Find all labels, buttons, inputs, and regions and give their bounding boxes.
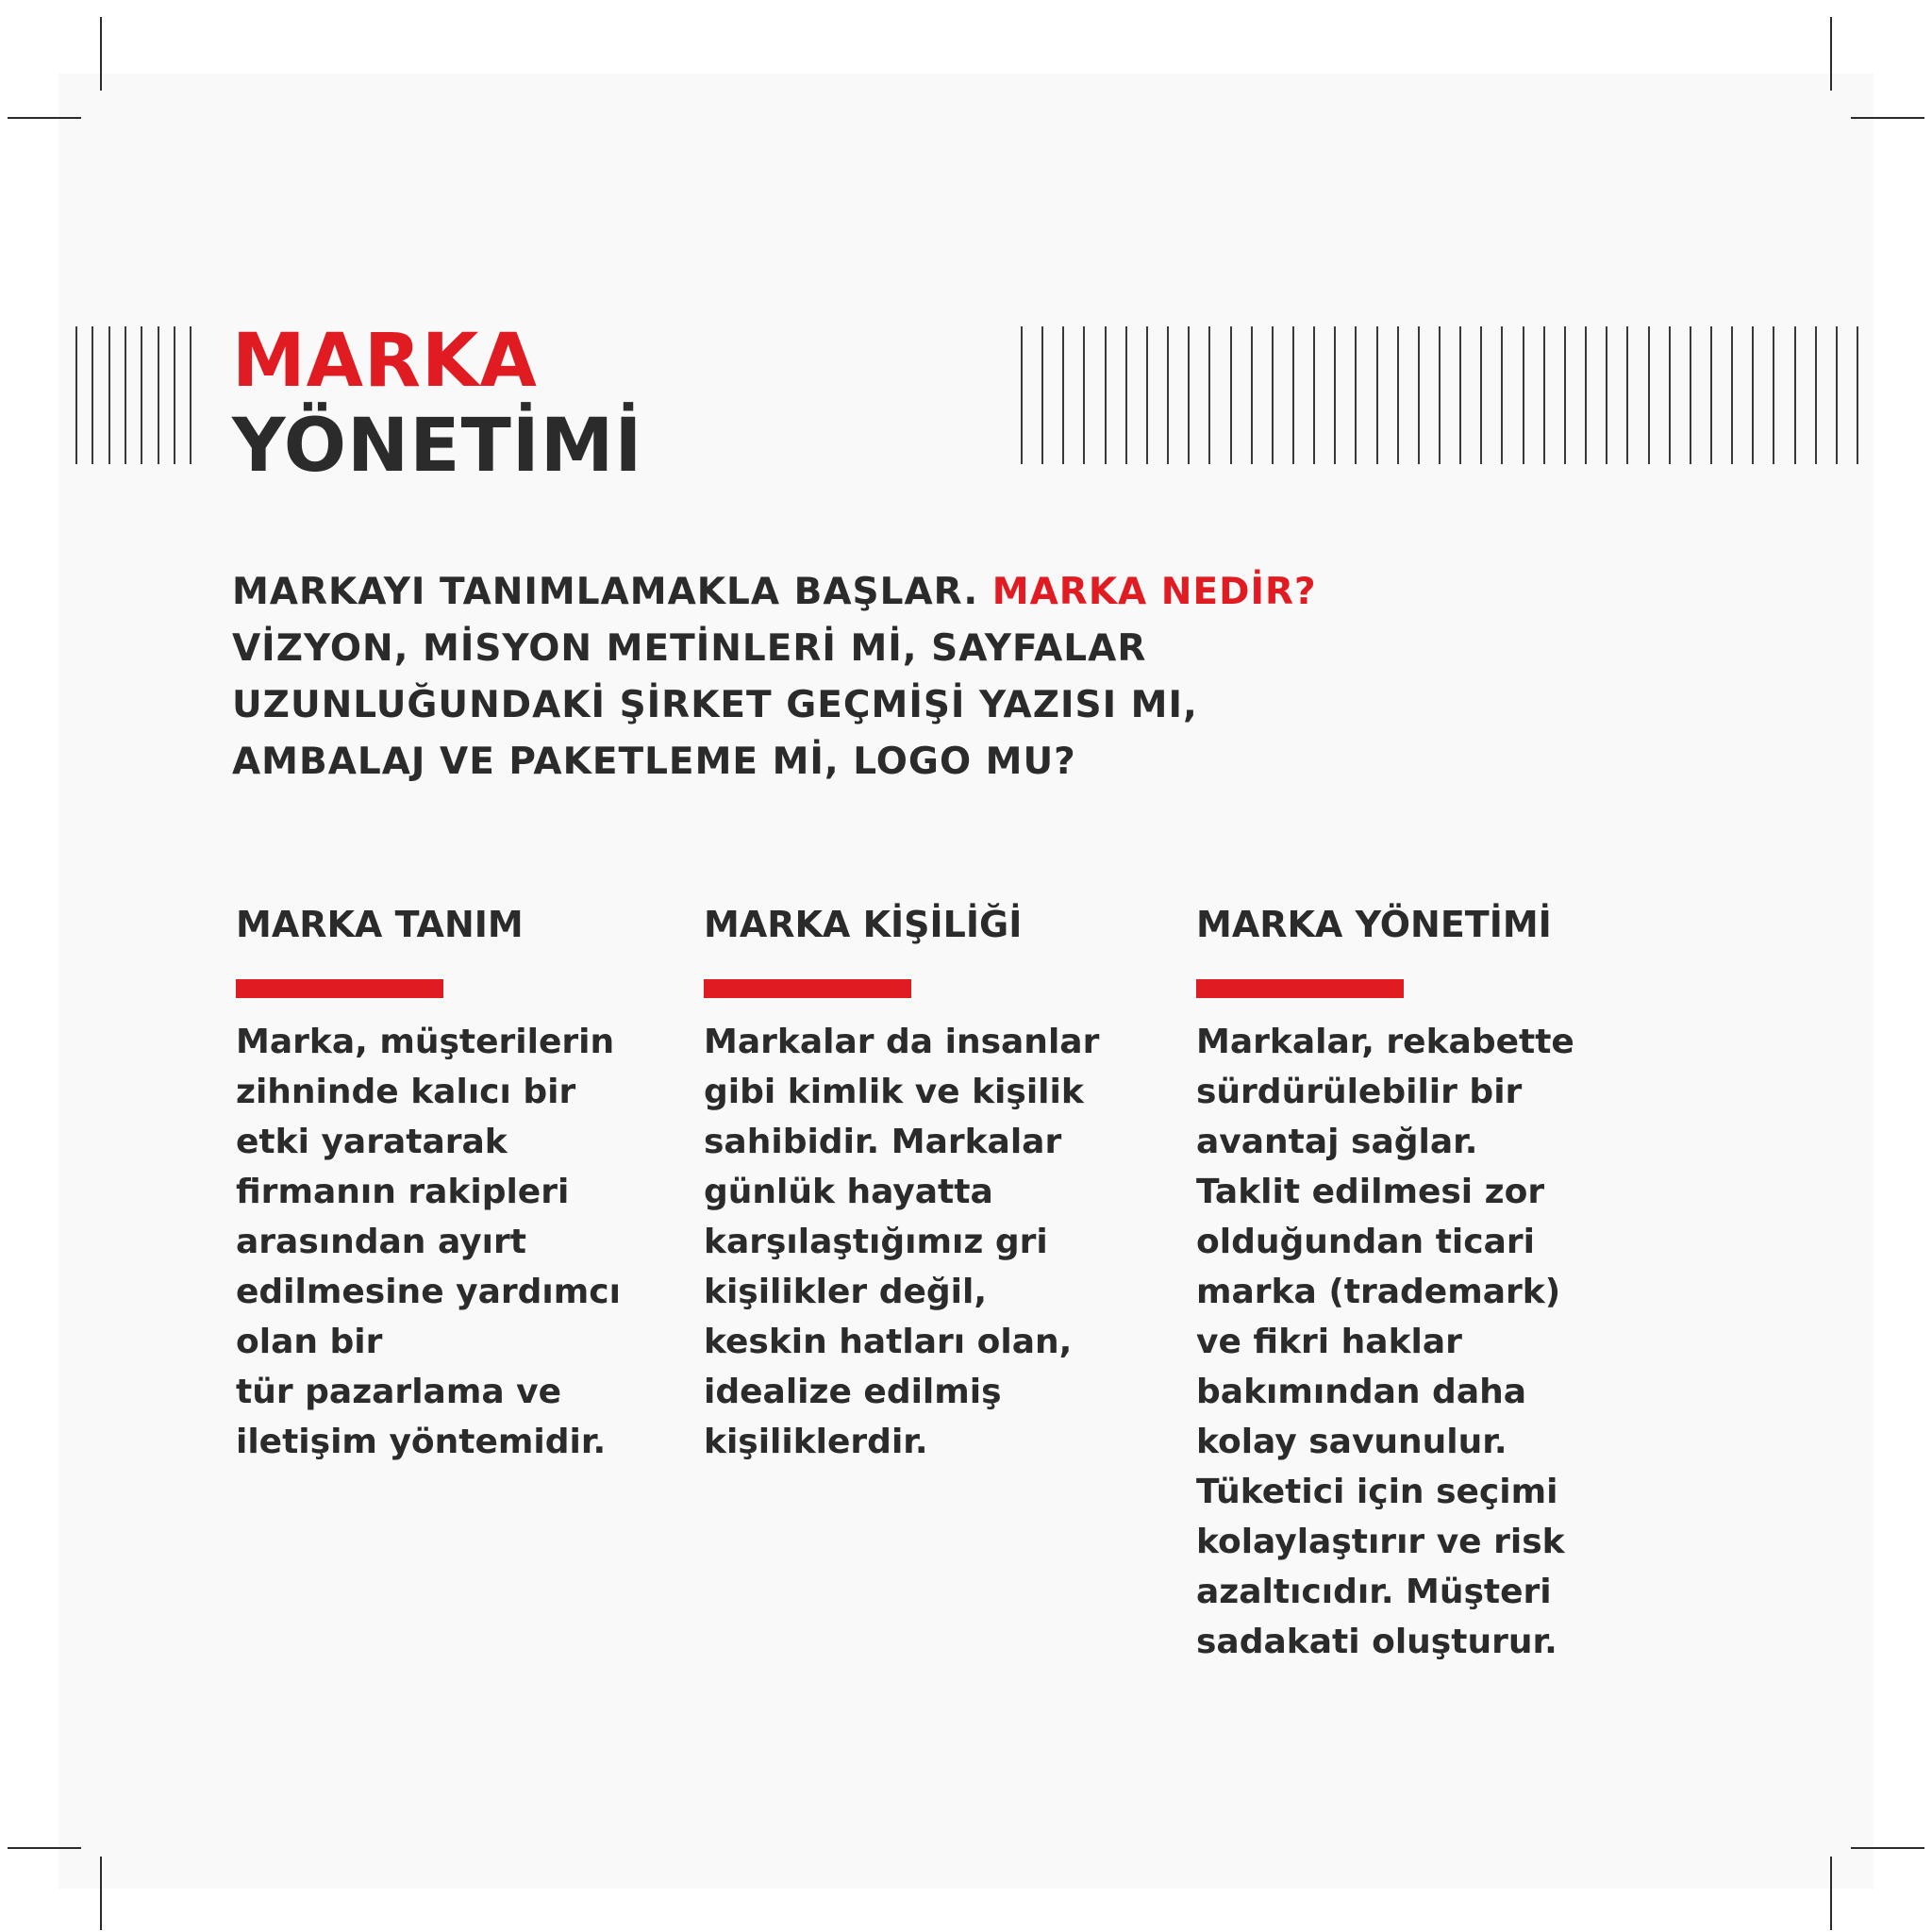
- stripe-line: [92, 326, 93, 464]
- crop-mark-top-right-h: [1851, 117, 1924, 119]
- stripe-line: [1857, 326, 1858, 464]
- column-heading: MARKA KİŞİLİĞİ: [704, 904, 1023, 945]
- stripe-line: [1167, 326, 1169, 464]
- stripe-line: [1021, 326, 1023, 464]
- red-underline-bar: [704, 979, 911, 998]
- title-line-2: YÖNETİMİ: [232, 404, 643, 489]
- stripe-line: [174, 326, 175, 464]
- stripe-line: [1397, 326, 1399, 464]
- stripe-line: [158, 326, 159, 464]
- title-line-1: MARKA: [232, 319, 538, 404]
- stripe-line: [1292, 326, 1294, 464]
- stripe-line: [1208, 326, 1210, 464]
- column-heading: MARKA TANIM: [236, 904, 524, 945]
- page-title: [232, 319, 642, 489]
- stripe-line: [1543, 326, 1545, 464]
- crop-mark-bottom-left-v: [100, 1857, 102, 1930]
- crop-mark-bottom-left-h: [8, 1847, 81, 1849]
- stripe-line: [1272, 326, 1274, 464]
- stripe-line: [1752, 326, 1754, 464]
- stripe-line: [1669, 326, 1671, 464]
- stripe-line: [1564, 326, 1566, 464]
- stripe-line: [1188, 326, 1190, 464]
- intro-highlight: MARKA NEDİR?: [991, 571, 1317, 613]
- stripe-line: [1480, 326, 1482, 464]
- column-marka-tanim: [236, 902, 651, 1467]
- column-body: Markalar, rekabette sürdürülebilir bir avantaj sağlar. Taklit edilmesi zor olduğundan ticari marka (trademark) ve fikri haklar bakımından daha kolay savunulur. Tüketici için seçimi kolaylaştırır ve risk azaltıcıdır. Müşteri sadakati oluşturur.: [1196, 1023, 1574, 1661]
- crop-mark-top-left-v: [100, 17, 102, 91]
- intro-line-4: AMBALAJ VE PAKETLEME Mİ, LOGO MU?: [232, 741, 1076, 783]
- column-body: Markalar da insanlar gibi kimlik ve kişilik sahibidir. Markalar günlük hayatta karşılaştığımız gri kişilikler değil, keskin hatları olan, idealize edilmiş kişiliklerdir.: [704, 1023, 1100, 1461]
- stripe-line: [1690, 326, 1691, 464]
- stripe-line: [1648, 326, 1650, 464]
- stripe-line: [1125, 326, 1127, 464]
- stripe-line: [1041, 326, 1043, 464]
- stripe-line: [1439, 326, 1441, 464]
- red-underline-bar: [1196, 979, 1404, 998]
- stripe-line: [1105, 326, 1107, 464]
- crop-mark-top-left-h: [8, 117, 81, 119]
- stripe-line: [1731, 326, 1733, 464]
- stripe-line: [1459, 326, 1461, 464]
- column-marka-yonetimi: [1196, 902, 1611, 1667]
- stripe-line: [1251, 326, 1253, 464]
- column-marka-kisiligi: [704, 902, 1119, 1467]
- crop-mark-bottom-right-v: [1830, 1857, 1832, 1930]
- stripe-line: [1418, 326, 1420, 464]
- stripe-line: [1773, 326, 1774, 464]
- column-heading: MARKA YÖNETİMİ: [1196, 904, 1552, 945]
- intro-line-2: VİZYON, MİSYON METİNLERİ Mİ, SAYFALAR: [232, 627, 1147, 670]
- stripe-line: [125, 326, 126, 464]
- stripe-line: [1606, 326, 1607, 464]
- stripe-line: [1585, 326, 1587, 464]
- intro-line-3: UZUNLUĞUNDAKİ ŞİRKET GEÇMİŞİ YAZISI MI,: [232, 684, 1198, 726]
- crop-mark-top-right-v: [1830, 17, 1832, 91]
- stripe-line: [1626, 326, 1628, 464]
- stripe-line: [1146, 326, 1148, 464]
- stripe-line: [1062, 326, 1064, 464]
- stripe-line: [1815, 326, 1817, 464]
- intro-part-1: MARKAYI TANIMLAMAKLA BAŞLAR.: [232, 571, 992, 613]
- stripe-line: [1501, 326, 1503, 464]
- stripe-line: [1523, 326, 1524, 464]
- intro-text: [232, 564, 1553, 791]
- stripe-line: [1794, 326, 1796, 464]
- stripe-line: [1230, 326, 1232, 464]
- stripe-line: [1376, 326, 1378, 464]
- crop-mark-bottom-right-h: [1851, 1847, 1924, 1849]
- intro-line-1: [232, 564, 1553, 621]
- stripe-line: [1083, 326, 1085, 464]
- column-body: Marka, müşterilerin zihninde kalıcı bir etki yaratarak firmanın rakipleri arasından ayırt edilmesine yardımcı olan bir tür pazarlama ve iletişim yöntemidir.: [236, 1023, 621, 1461]
- stripe-line: [141, 326, 142, 464]
- stripe-line: [1710, 326, 1712, 464]
- stripe-line: [75, 326, 77, 464]
- stripe-line: [1313, 326, 1315, 464]
- stripe-line: [190, 326, 192, 464]
- stripe-line: [1355, 326, 1357, 464]
- stripe-line: [1836, 326, 1838, 464]
- red-underline-bar: [236, 979, 443, 998]
- stripe-line: [108, 326, 110, 464]
- stripe-line: [1334, 326, 1336, 464]
